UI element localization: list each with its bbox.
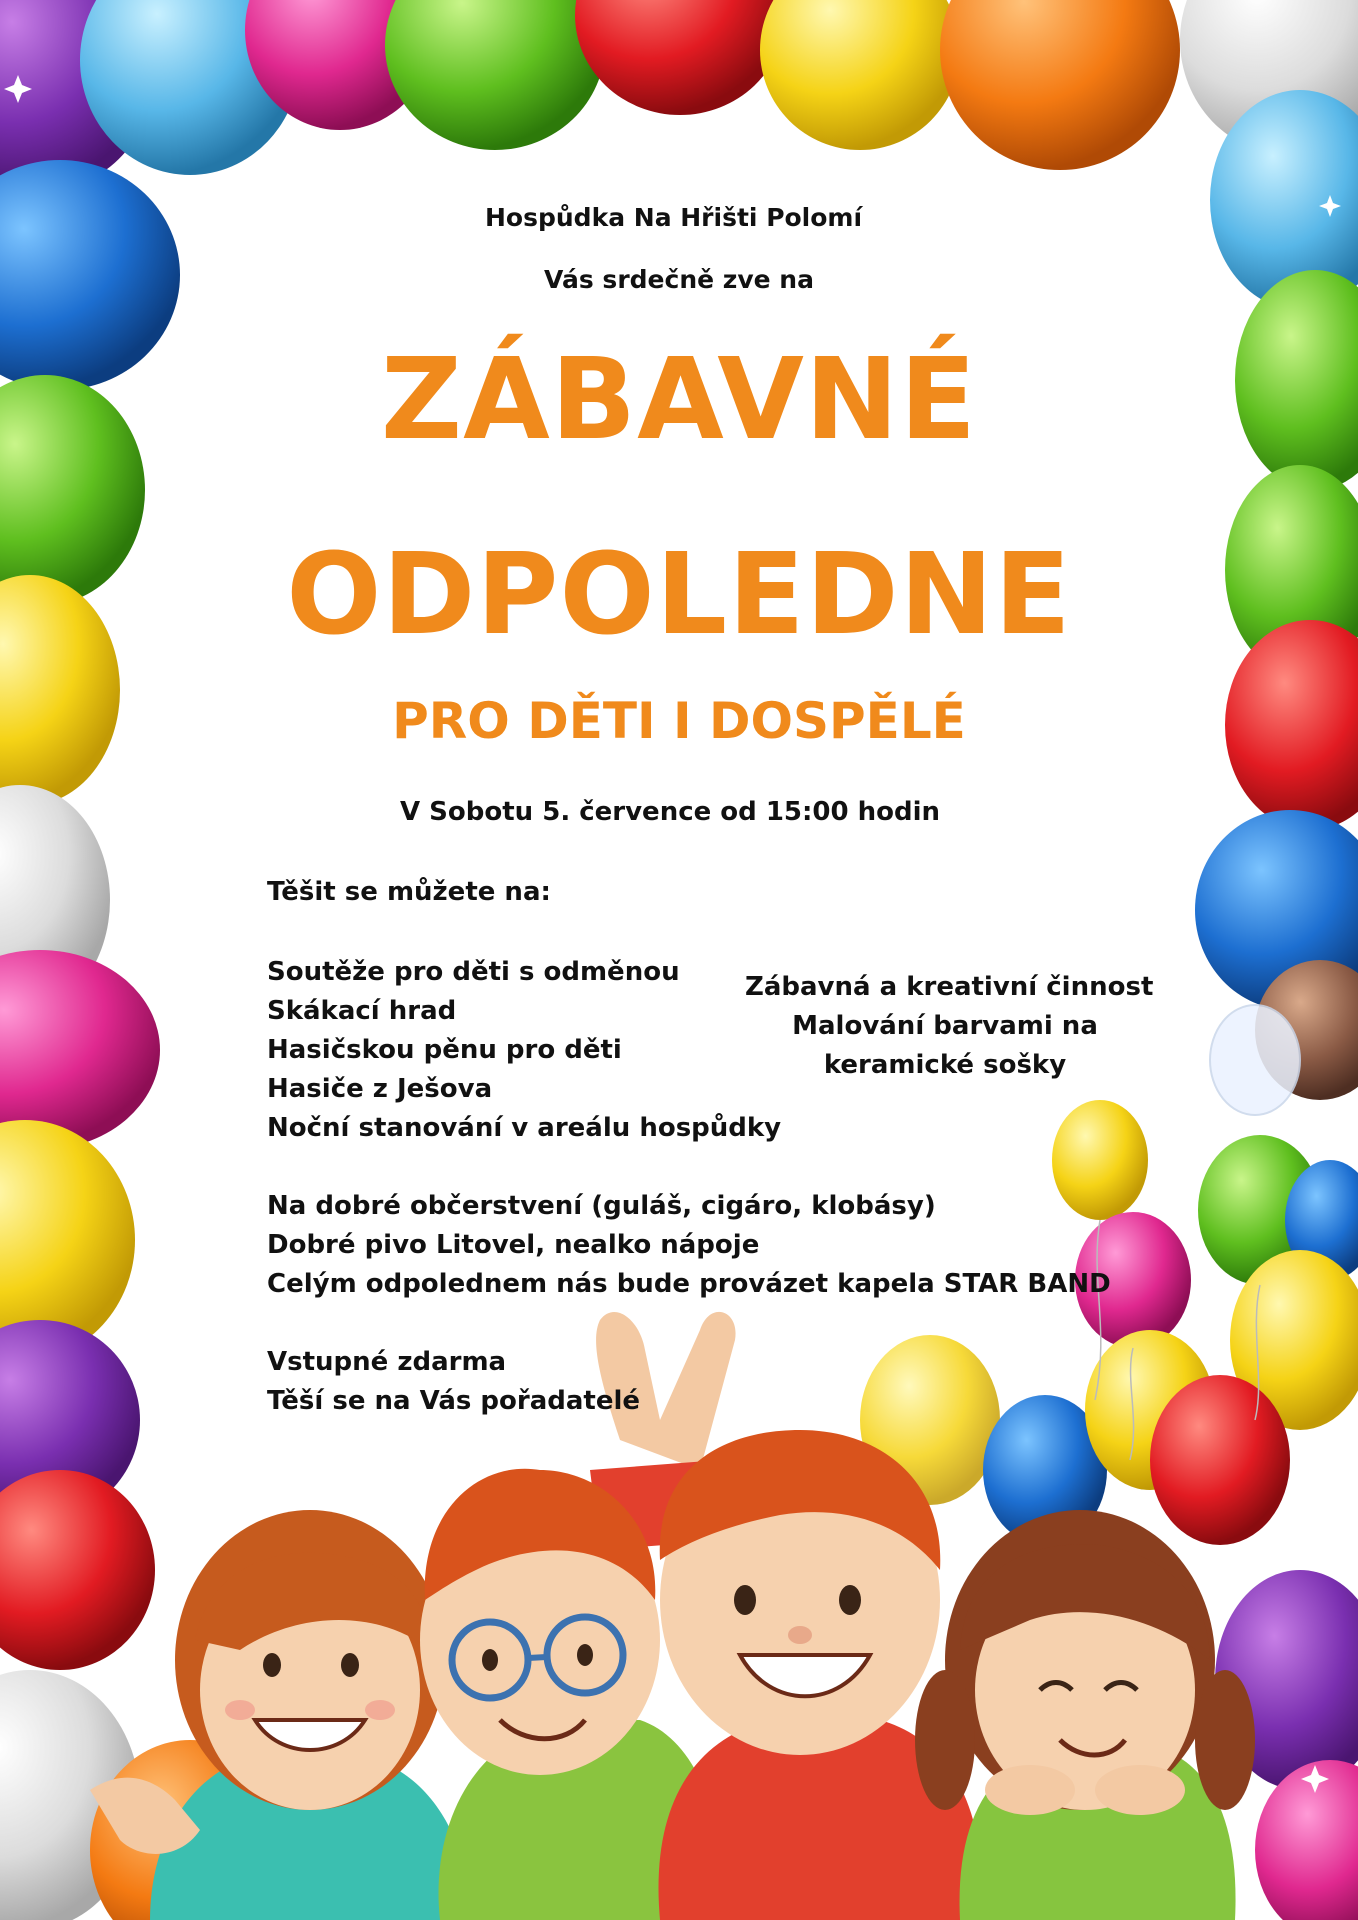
closing-list (267, 1343, 640, 1421)
list-item: Těší se na Vás pořadatelé (267, 1386, 641, 1416)
attractions-list (267, 953, 781, 1148)
subtitle: PRO DĚTI I DOSPĚLÉ (392, 692, 966, 750)
title-line-1: ZÁBAVNÉ (380, 335, 978, 465)
invite-line: Vás srdečně zve na (544, 265, 814, 294)
refreshments-list (267, 1187, 1111, 1304)
date-line: V Sobotu 5. července od 15:00 hodin (400, 797, 941, 827)
list-item: Na dobré občerstvení (guláš, cigáro, klobásy) (267, 1191, 936, 1221)
list-item: Noční stanování v areálu hospůdky (267, 1113, 782, 1143)
list-item: Malování barvami na (792, 1011, 1098, 1041)
list-item: Skákací hrad (267, 996, 457, 1026)
list-item: Zábavná a kreativní činnost (745, 972, 1154, 1002)
list-item: Vstupné zdarma (267, 1347, 507, 1377)
list-item: Hasiče z Ješova (267, 1074, 493, 1104)
list-item: Soutěže pro děti s odměnou (267, 957, 680, 987)
title-line-2: ODPOLEDNE (286, 530, 1072, 660)
kids-illustration (90, 1312, 1255, 1920)
list-item: Dobré pivo Litovel, nealko nápoje (267, 1230, 760, 1260)
creative-activities (745, 968, 1154, 1085)
top-balloons (0, 0, 1358, 190)
host-name: Hospůdka Na Hřišti Polomí (485, 203, 863, 232)
list-item: keramické sošky (823, 1050, 1067, 1080)
intro-line: Těšit se můžete na: (267, 877, 551, 907)
list-item: Hasičskou pěnu pro děti (267, 1035, 622, 1065)
list-item: Celým odpolednem nás bude provázet kapela STAR BAND (267, 1269, 1111, 1299)
